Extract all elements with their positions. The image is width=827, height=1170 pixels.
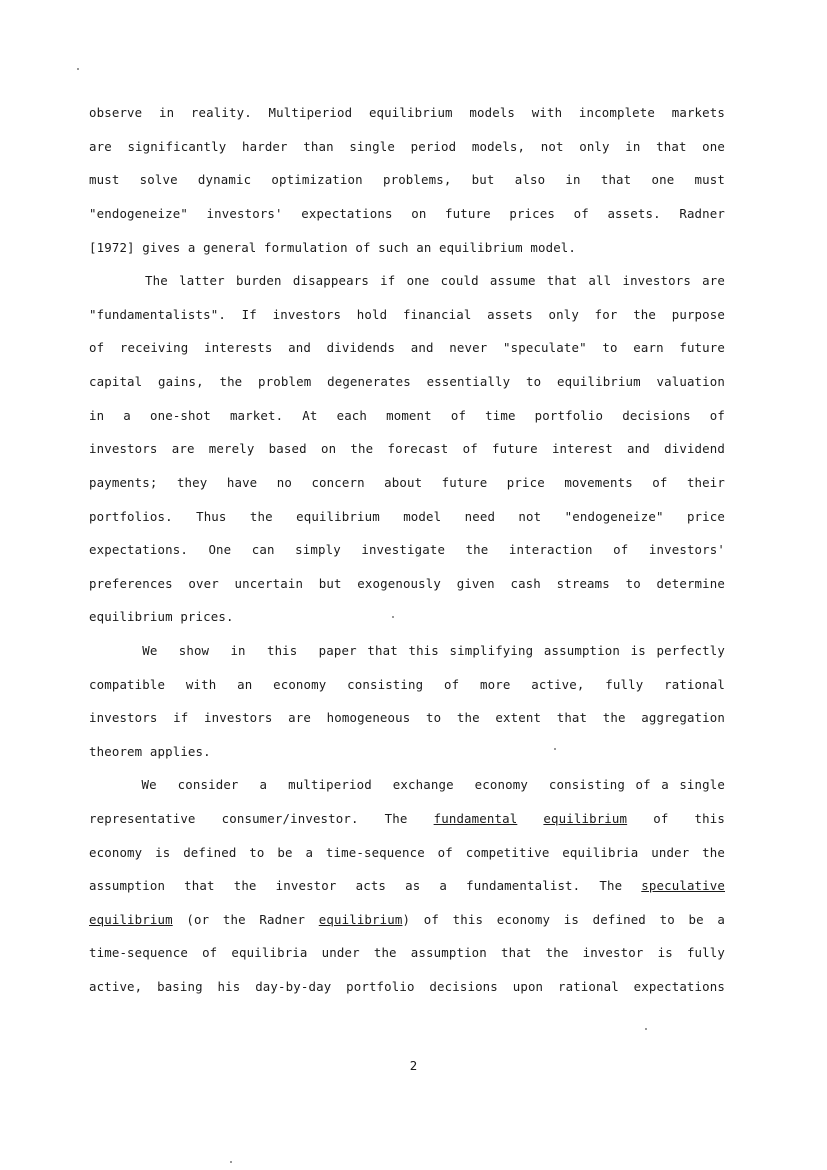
text-line: observe in reality. Multiperiod equilibrium models with incomplete markets bbox=[89, 105, 725, 120]
scan-speck bbox=[230, 1161, 232, 1163]
text-line: preferences over uncertain but exogenously given cash streams to determine bbox=[89, 576, 725, 591]
text-line: in a one-shot market. At each moment of time portfolio decisions of bbox=[89, 408, 725, 423]
text-line: investors are merely based on the forecast of future interest and dividend bbox=[89, 441, 725, 456]
text-line: theorem applies. bbox=[89, 744, 211, 759]
text-line: economy is defined to be a time-sequence of competitive equilibria under the bbox=[89, 845, 725, 860]
text-line: payments; they have no concern about future price movements of their bbox=[89, 475, 725, 490]
text-line: compatible with an economy consisting of more active, fully rational bbox=[89, 677, 725, 692]
scan-speck bbox=[554, 748, 556, 750]
page-number: 2 bbox=[409, 1058, 418, 1073]
text-line: assumption that the investor acts as a fundamentalist. The speculative bbox=[89, 878, 725, 893]
text-line: "endogeneize" investors' expectations on future prices of assets. Radner bbox=[89, 206, 725, 221]
text-line: time-sequence of equilibria under the assumption that the investor is fully bbox=[89, 945, 725, 960]
text-line: equilibrium (or the Radner equilibrium) of this economy is defined to be a bbox=[89, 912, 725, 927]
text-line: "fundamentalists". If investors hold financial assets only for the purpose bbox=[89, 307, 725, 322]
scan-speck bbox=[645, 1028, 647, 1030]
text-line: active, basing his day-by-day portfolio decisions upon rational expectations bbox=[89, 979, 725, 994]
scan-speck bbox=[77, 68, 79, 70]
text-line: [1972] gives a general formulation of such an equilibrium model. bbox=[89, 240, 577, 255]
text-line: must solve dynamic optimization problems, but also in that one must bbox=[89, 172, 725, 187]
text-line: of receiving interests and dividends and never "speculate" to earn future bbox=[89, 340, 725, 355]
text-line: The latter burden disappears if one could assume that all investors are bbox=[89, 273, 725, 288]
text-line: are significantly harder than single period models, not only in that one bbox=[89, 139, 725, 154]
text-line: investors if investors are homogeneous to the extent that the aggregation bbox=[89, 710, 725, 725]
text-line: capital gains, the problem degenerates essentially to equilibrium valuation bbox=[89, 374, 725, 389]
text-line: We consider a multiperiod exchange economy consisting of a single bbox=[89, 777, 725, 792]
text-line: portfolios. Thus the equilibrium model need not "endogeneize" price bbox=[89, 509, 725, 524]
text-line: equilibrium prices. bbox=[89, 609, 234, 624]
text-line: We show in this paper that this simplifying assumption is perfectly bbox=[89, 643, 725, 658]
text-line: expectations. One can simply investigate the interaction of investors' bbox=[89, 542, 725, 557]
text-line: representative consumer/investor. The fundamental equilibrium of this bbox=[89, 811, 725, 826]
scan-speck bbox=[392, 616, 394, 618]
